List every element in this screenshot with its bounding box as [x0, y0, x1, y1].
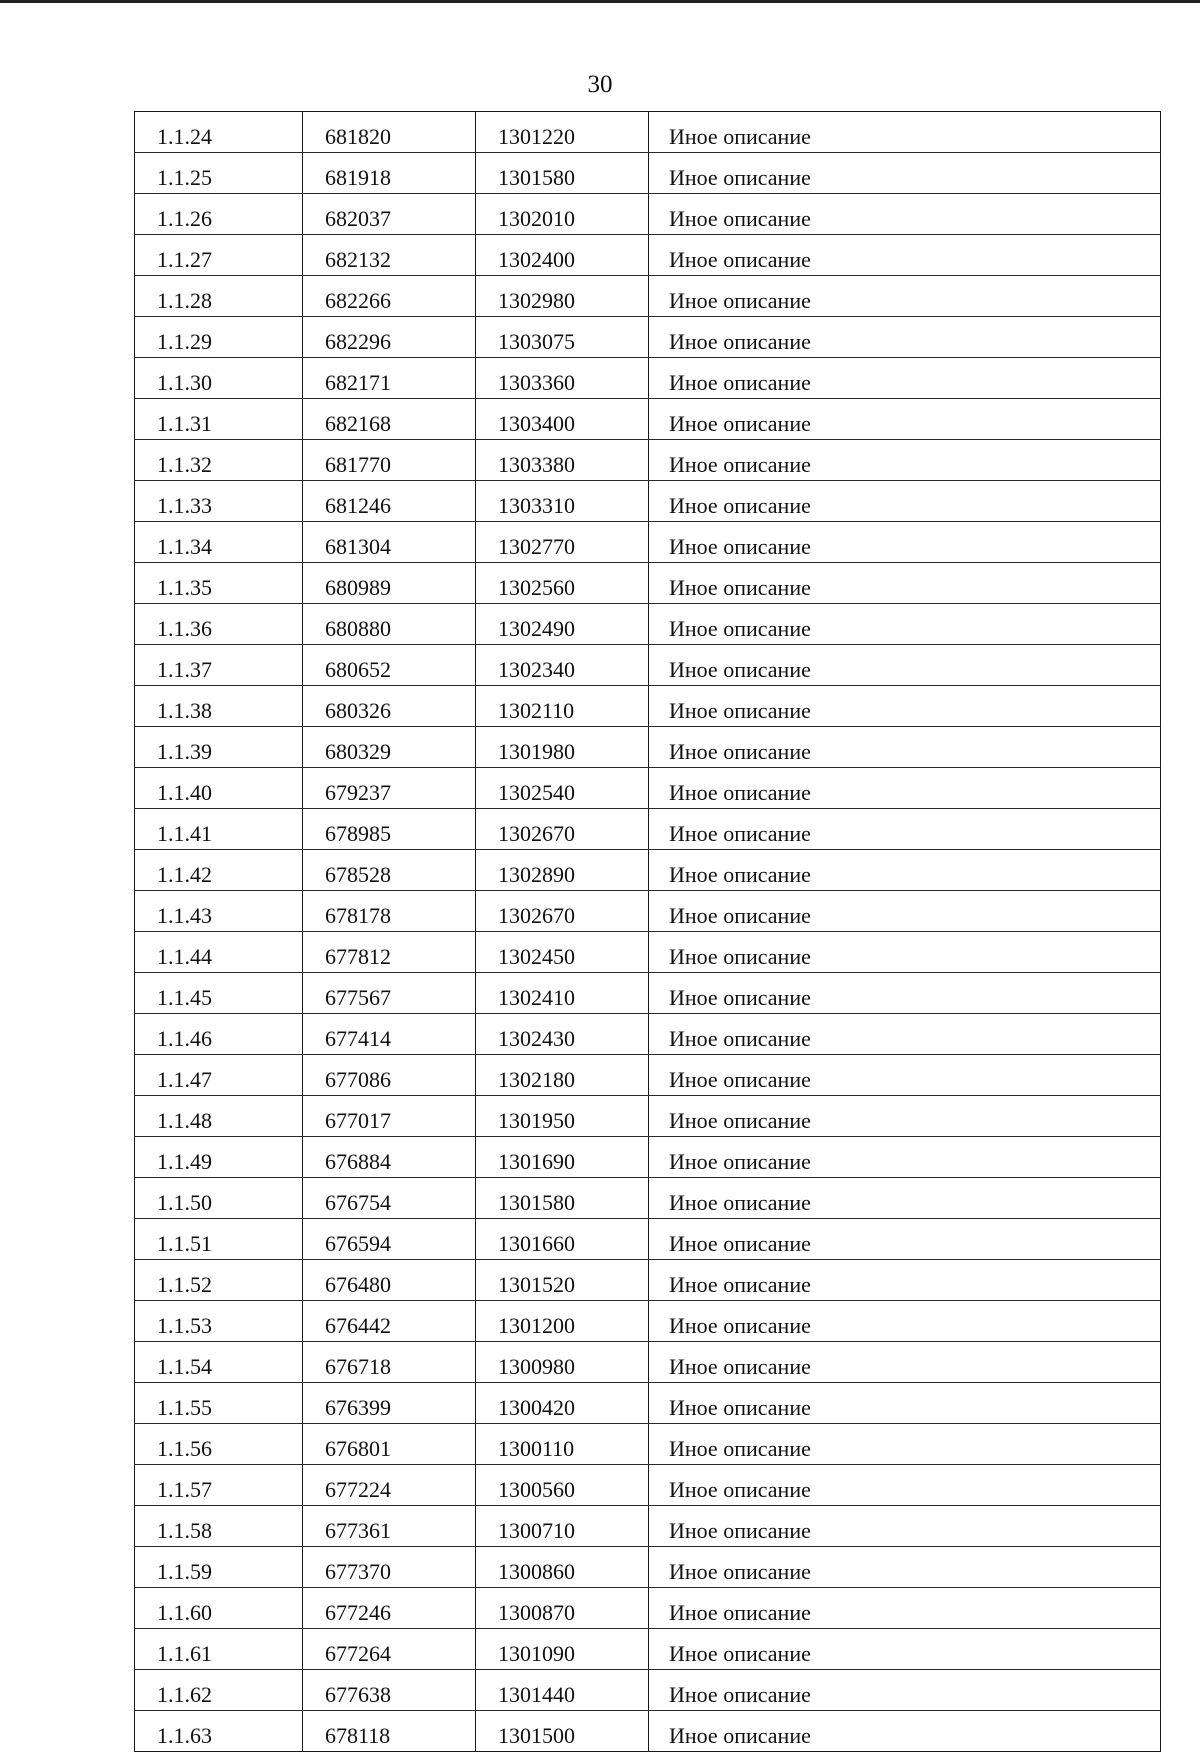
table-row	[135, 317, 1161, 358]
table-row	[135, 1342, 1161, 1383]
description-cell: Иное описание	[649, 1588, 1161, 1629]
table-row	[135, 481, 1161, 522]
table-row	[135, 1424, 1161, 1465]
x-coordinate-cell: 678178	[303, 891, 476, 932]
x-coordinate-cell: 681820	[303, 112, 476, 153]
point-number-cell: 1.1.47	[135, 1055, 303, 1096]
table-row	[135, 686, 1161, 727]
y-coordinate-cell: 1303310	[476, 481, 649, 522]
description-cell: Иное описание	[649, 768, 1161, 809]
point-number-cell: 1.1.54	[135, 1342, 303, 1383]
y-coordinate-cell: 1301660	[476, 1219, 649, 1260]
coordinates-table-body	[135, 112, 1161, 1752]
y-coordinate-cell: 1301200	[476, 1301, 649, 1342]
y-coordinate-cell: 1302180	[476, 1055, 649, 1096]
table-row	[135, 563, 1161, 604]
y-coordinate-cell: 1302110	[476, 686, 649, 727]
y-coordinate-cell: 1300560	[476, 1465, 649, 1506]
point-number-cell: 1.1.42	[135, 850, 303, 891]
x-coordinate-cell: 676718	[303, 1342, 476, 1383]
description-cell: Иное описание	[649, 1465, 1161, 1506]
x-coordinate-cell: 679237	[303, 768, 476, 809]
table-row	[135, 1055, 1161, 1096]
x-coordinate-cell: 676480	[303, 1260, 476, 1301]
y-coordinate-cell: 1302770	[476, 522, 649, 563]
table-row	[135, 1506, 1161, 1547]
y-coordinate-cell: 1301500	[476, 1711, 649, 1752]
x-coordinate-cell: 677812	[303, 932, 476, 973]
description-cell: Иное описание	[649, 604, 1161, 645]
x-coordinate-cell: 680329	[303, 727, 476, 768]
y-coordinate-cell: 1301690	[476, 1137, 649, 1178]
y-coordinate-cell: 1302430	[476, 1014, 649, 1055]
y-coordinate-cell: 1301580	[476, 153, 649, 194]
x-coordinate-cell: 680652	[303, 645, 476, 686]
table-row	[135, 1711, 1161, 1752]
table-row	[135, 1260, 1161, 1301]
table-row	[135, 153, 1161, 194]
x-coordinate-cell: 681304	[303, 522, 476, 563]
x-coordinate-cell: 682266	[303, 276, 476, 317]
y-coordinate-cell: 1302670	[476, 809, 649, 850]
y-coordinate-cell: 1302670	[476, 891, 649, 932]
x-coordinate-cell: 681770	[303, 440, 476, 481]
table-row	[135, 891, 1161, 932]
description-cell: Иное описание	[649, 1383, 1161, 1424]
x-coordinate-cell: 677638	[303, 1670, 476, 1711]
x-coordinate-cell: 676884	[303, 1137, 476, 1178]
table-row	[135, 1301, 1161, 1342]
x-coordinate-cell: 680326	[303, 686, 476, 727]
table-row	[135, 1383, 1161, 1424]
description-cell: Иное описание	[649, 235, 1161, 276]
x-coordinate-cell: 678528	[303, 850, 476, 891]
y-coordinate-cell: 1302980	[476, 276, 649, 317]
description-cell: Иное описание	[649, 809, 1161, 850]
page-number: 30	[587, 71, 613, 98]
y-coordinate-cell: 1301220	[476, 112, 649, 153]
x-coordinate-cell: 677224	[303, 1465, 476, 1506]
y-coordinate-cell: 1301950	[476, 1096, 649, 1137]
y-coordinate-cell: 1300420	[476, 1383, 649, 1424]
y-coordinate-cell: 1301520	[476, 1260, 649, 1301]
description-cell: Иное описание	[649, 1547, 1161, 1588]
x-coordinate-cell: 676801	[303, 1424, 476, 1465]
point-number-cell: 1.1.57	[135, 1465, 303, 1506]
point-number-cell: 1.1.40	[135, 768, 303, 809]
x-coordinate-cell: 677361	[303, 1506, 476, 1547]
point-number-cell: 1.1.30	[135, 358, 303, 399]
description-cell: Иное описание	[649, 317, 1161, 358]
point-number-cell: 1.1.58	[135, 1506, 303, 1547]
point-number-cell: 1.1.38	[135, 686, 303, 727]
point-number-cell: 1.1.61	[135, 1629, 303, 1670]
point-number-cell: 1.1.25	[135, 153, 303, 194]
x-coordinate-cell: 676399	[303, 1383, 476, 1424]
description-cell: Иное описание	[649, 1219, 1161, 1260]
description-cell: Иное описание	[649, 1301, 1161, 1342]
y-coordinate-cell: 1300860	[476, 1547, 649, 1588]
description-cell: Иное описание	[649, 645, 1161, 686]
description-cell: Иное описание	[649, 891, 1161, 932]
y-coordinate-cell: 1303075	[476, 317, 649, 358]
scan-edge	[0, 0, 1200, 3]
description-cell: Иное описание	[649, 1055, 1161, 1096]
x-coordinate-cell: 676594	[303, 1219, 476, 1260]
y-coordinate-cell: 1302010	[476, 194, 649, 235]
y-coordinate-cell: 1300870	[476, 1588, 649, 1629]
point-number-cell: 1.1.46	[135, 1014, 303, 1055]
x-coordinate-cell: 677567	[303, 973, 476, 1014]
table-row	[135, 1629, 1161, 1670]
description-cell: Иное описание	[649, 850, 1161, 891]
y-coordinate-cell: 1300110	[476, 1424, 649, 1465]
x-coordinate-cell: 676754	[303, 1178, 476, 1219]
description-cell: Иное описание	[649, 932, 1161, 973]
y-coordinate-cell: 1303400	[476, 399, 649, 440]
y-coordinate-cell: 1302890	[476, 850, 649, 891]
y-coordinate-cell: 1302410	[476, 973, 649, 1014]
x-coordinate-cell: 680880	[303, 604, 476, 645]
point-number-cell: 1.1.51	[135, 1219, 303, 1260]
y-coordinate-cell: 1302490	[476, 604, 649, 645]
point-number-cell: 1.1.44	[135, 932, 303, 973]
description-cell: Иное описание	[649, 112, 1161, 153]
table-row	[135, 727, 1161, 768]
point-number-cell: 1.1.27	[135, 235, 303, 276]
description-cell: Иное описание	[649, 399, 1161, 440]
point-number-cell: 1.1.41	[135, 809, 303, 850]
description-cell: Иное описание	[649, 1670, 1161, 1711]
point-number-cell: 1.1.45	[135, 973, 303, 1014]
description-cell: Иное описание	[649, 1711, 1161, 1752]
point-number-cell: 1.1.32	[135, 440, 303, 481]
y-coordinate-cell: 1301580	[476, 1178, 649, 1219]
y-coordinate-cell: 1301440	[476, 1670, 649, 1711]
y-coordinate-cell: 1302450	[476, 932, 649, 973]
y-coordinate-cell: 1300710	[476, 1506, 649, 1547]
point-number-cell: 1.1.28	[135, 276, 303, 317]
point-number-cell: 1.1.43	[135, 891, 303, 932]
point-number-cell: 1.1.29	[135, 317, 303, 358]
table-row	[135, 604, 1161, 645]
x-coordinate-cell: 682132	[303, 235, 476, 276]
point-number-cell: 1.1.53	[135, 1301, 303, 1342]
table-row	[135, 235, 1161, 276]
description-cell: Иное описание	[649, 686, 1161, 727]
y-coordinate-cell: 1302560	[476, 563, 649, 604]
x-coordinate-cell: 682171	[303, 358, 476, 399]
x-coordinate-cell: 678118	[303, 1711, 476, 1752]
point-number-cell: 1.1.59	[135, 1547, 303, 1588]
description-cell: Иное описание	[649, 522, 1161, 563]
point-number-cell: 1.1.36	[135, 604, 303, 645]
table-row	[135, 440, 1161, 481]
y-coordinate-cell: 1302340	[476, 645, 649, 686]
point-number-cell: 1.1.33	[135, 481, 303, 522]
y-coordinate-cell: 1301090	[476, 1629, 649, 1670]
point-number-cell: 1.1.34	[135, 522, 303, 563]
point-number-cell: 1.1.37	[135, 645, 303, 686]
x-coordinate-cell: 677086	[303, 1055, 476, 1096]
table-row	[135, 1547, 1161, 1588]
table-row	[135, 1588, 1161, 1629]
point-number-cell: 1.1.26	[135, 194, 303, 235]
table-row	[135, 768, 1161, 809]
point-number-cell: 1.1.49	[135, 1137, 303, 1178]
table-row	[135, 112, 1161, 153]
point-number-cell: 1.1.24	[135, 112, 303, 153]
table-row	[135, 522, 1161, 563]
point-number-cell: 1.1.48	[135, 1096, 303, 1137]
description-cell: Иное описание	[649, 440, 1161, 481]
coordinates-table	[134, 111, 1161, 1752]
description-cell: Иное описание	[649, 194, 1161, 235]
x-coordinate-cell: 678985	[303, 809, 476, 850]
x-coordinate-cell: 677414	[303, 1014, 476, 1055]
table-row	[135, 973, 1161, 1014]
description-cell: Иное описание	[649, 276, 1161, 317]
table-row	[135, 358, 1161, 399]
table-row	[135, 1137, 1161, 1178]
description-cell: Иное описание	[649, 727, 1161, 768]
x-coordinate-cell: 680989	[303, 563, 476, 604]
x-coordinate-cell: 682296	[303, 317, 476, 358]
x-coordinate-cell: 681918	[303, 153, 476, 194]
point-number-cell: 1.1.50	[135, 1178, 303, 1219]
point-number-cell: 1.1.62	[135, 1670, 303, 1711]
x-coordinate-cell: 677264	[303, 1629, 476, 1670]
table-row	[135, 809, 1161, 850]
description-cell: Иное описание	[649, 1342, 1161, 1383]
point-number-cell: 1.1.52	[135, 1260, 303, 1301]
point-number-cell: 1.1.31	[135, 399, 303, 440]
table-row	[135, 1178, 1161, 1219]
description-cell: Иное описание	[649, 1178, 1161, 1219]
description-cell: Иное описание	[649, 563, 1161, 604]
description-cell: Иное описание	[649, 1629, 1161, 1670]
table-row	[135, 1219, 1161, 1260]
y-coordinate-cell: 1302400	[476, 235, 649, 276]
x-coordinate-cell: 682168	[303, 399, 476, 440]
table-row	[135, 399, 1161, 440]
point-number-cell: 1.1.35	[135, 563, 303, 604]
description-cell: Иное описание	[649, 153, 1161, 194]
table-row	[135, 1014, 1161, 1055]
table-row	[135, 1670, 1161, 1711]
description-cell: Иное описание	[649, 1424, 1161, 1465]
x-coordinate-cell: 677017	[303, 1096, 476, 1137]
description-cell: Иное описание	[649, 1506, 1161, 1547]
x-coordinate-cell: 676442	[303, 1301, 476, 1342]
point-number-cell: 1.1.63	[135, 1711, 303, 1752]
table-row	[135, 1096, 1161, 1137]
y-coordinate-cell: 1300980	[476, 1342, 649, 1383]
table-row	[135, 850, 1161, 891]
description-cell: Иное описание	[649, 481, 1161, 522]
table-row	[135, 276, 1161, 317]
point-number-cell: 1.1.56	[135, 1424, 303, 1465]
table-row	[135, 194, 1161, 235]
table-row	[135, 1465, 1161, 1506]
point-number-cell: 1.1.55	[135, 1383, 303, 1424]
x-coordinate-cell: 677370	[303, 1547, 476, 1588]
x-coordinate-cell: 682037	[303, 194, 476, 235]
description-cell: Иное описание	[649, 1260, 1161, 1301]
point-number-cell: 1.1.60	[135, 1588, 303, 1629]
y-coordinate-cell: 1303360	[476, 358, 649, 399]
y-coordinate-cell: 1301980	[476, 727, 649, 768]
description-cell: Иное описание	[649, 358, 1161, 399]
y-coordinate-cell: 1303380	[476, 440, 649, 481]
table-row	[135, 645, 1161, 686]
description-cell: Иное описание	[649, 1096, 1161, 1137]
x-coordinate-cell: 677246	[303, 1588, 476, 1629]
x-coordinate-cell: 681246	[303, 481, 476, 522]
description-cell: Иное описание	[649, 1137, 1161, 1178]
y-coordinate-cell: 1302540	[476, 768, 649, 809]
description-cell: Иное описание	[649, 1014, 1161, 1055]
table-row	[135, 932, 1161, 973]
point-number-cell: 1.1.39	[135, 727, 303, 768]
description-cell: Иное описание	[649, 973, 1161, 1014]
